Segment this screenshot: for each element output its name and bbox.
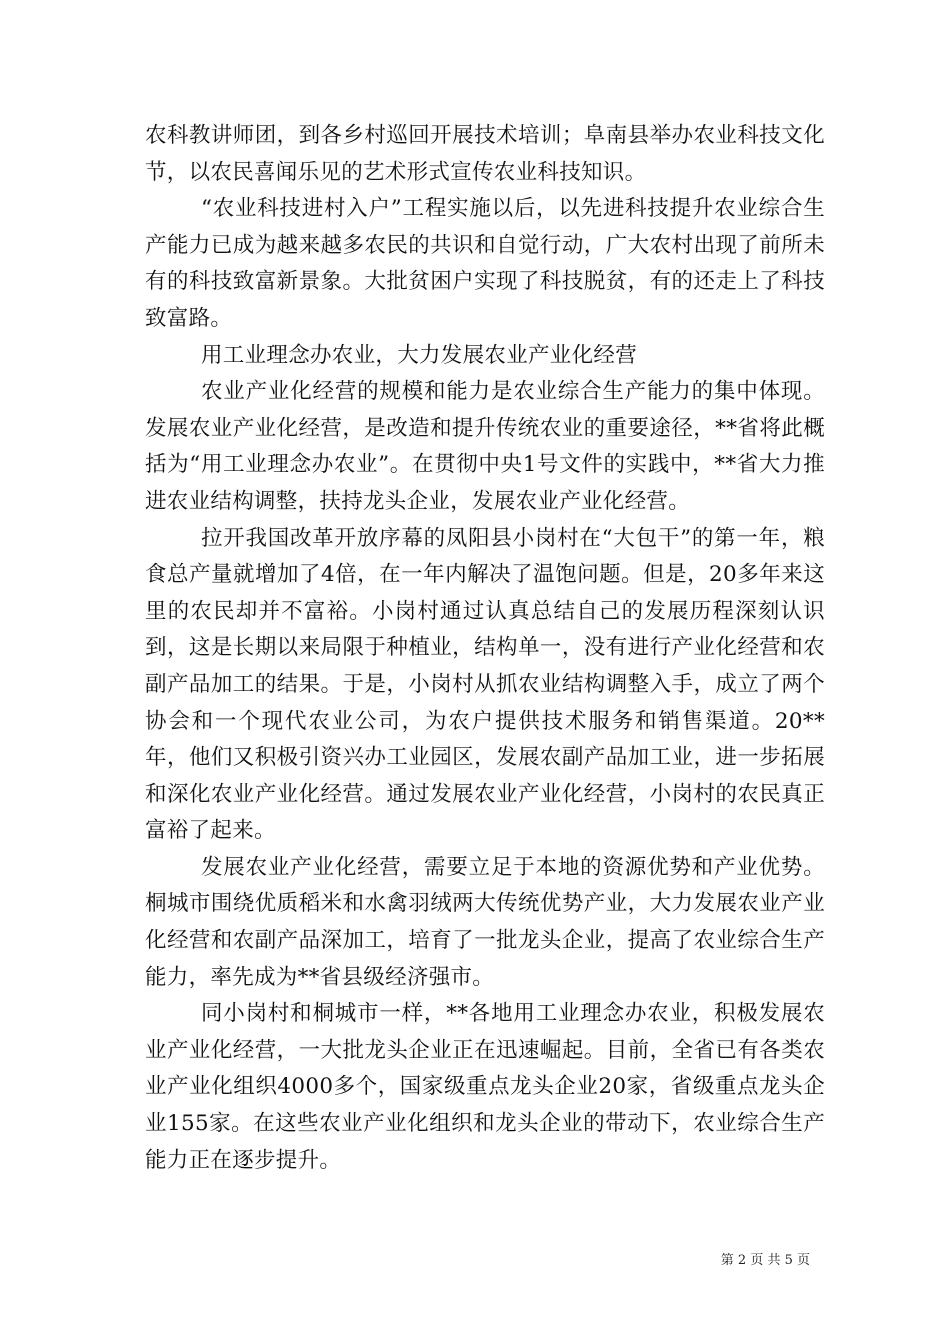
section-heading: 用工业理念办农业，大力发展农业产业化经营 <box>201 342 638 368</box>
paragraph-industrialization-intro: 农业产业化经营的规模和能力是农业综合生产能力的集中体现。发展农业产业化经营，是改造和提升传统农业的重要途径，**省将此概括为“用工业理念办农业”。在贯彻中央1号文件的实践中，**省大力推进农业结构调整，扶持龙头企业，发展农业产业化经营。 <box>145 379 825 514</box>
paragraph-xiaogang-village: 拉开我国改革开放序幕的凤阳县小岗村在“大包干”的第一年，粮食总产量就增加了4倍，在一年内解决了温饱问题。但是，20多年来这里的农民却并不富裕。小岗村通过认真总结自己的发展历程深刻认识到，这是长期以来局限于种植业，结构单一，没有进行产业化经营和农副产品加工的结果。于是，小岗村从抓农业结构调整入手，成立了两个协会和一个现代农业公司，为农户提供技术服务和销售渠道。20**年，他们又积极引资兴办工业园区，发展农副产品加工业，进一步拓展和深化农业产业化经营。通过发展农业产业化经营，小岗村的农民真正富裕了起来。 <box>145 525 825 844</box>
paragraph-tech-results: “农业科技进村入户”工程实施以后，以先进科技提升农业综合生产能力已成为越来越多农民的共识和自觉行动，广大农村出现了前所未有的科技致富新景象。大批贫困户实现了科技脱贫，有的还走上了科技致富路。 <box>145 196 825 331</box>
paragraph-tongcheng-city: 发展农业产业化经营，需要立足于本地的资源优势和产业优势。桐城市围绕优质稻米和水禽羽绒两大传统优势产业，大力发展农业产业化经营和农副产品深加工，培育了一批龙头企业，提高了农业综合生产能力，率先成为**省县级经济强市。 <box>145 854 825 990</box>
page-number-footer: 第 2 页 共 5 页 <box>720 1253 810 1268</box>
paragraph-continuation: 农科教讲师团，到各乡村巡回开展技术培训；阜南县举办农业科技文化节，以农民喜闻乐见的艺术形式宣传农业科技知识。 <box>145 123 825 185</box>
paragraph-province-summary: 同小岗村和桐城市一样，**各地用工业理念办农业，积极发展农业产业化经营，一大批龙头企业正在迅速崛起。目前，全省已有各类农业产业化组织4000多个，国家级重点龙头企业20家，省级重点龙头企业155家。在这些农业产业化组织和龙头企业的带动下，农业综合生产能力正在逐步提升。 <box>145 1001 825 1173</box>
document-body <box>145 118 825 1179</box>
